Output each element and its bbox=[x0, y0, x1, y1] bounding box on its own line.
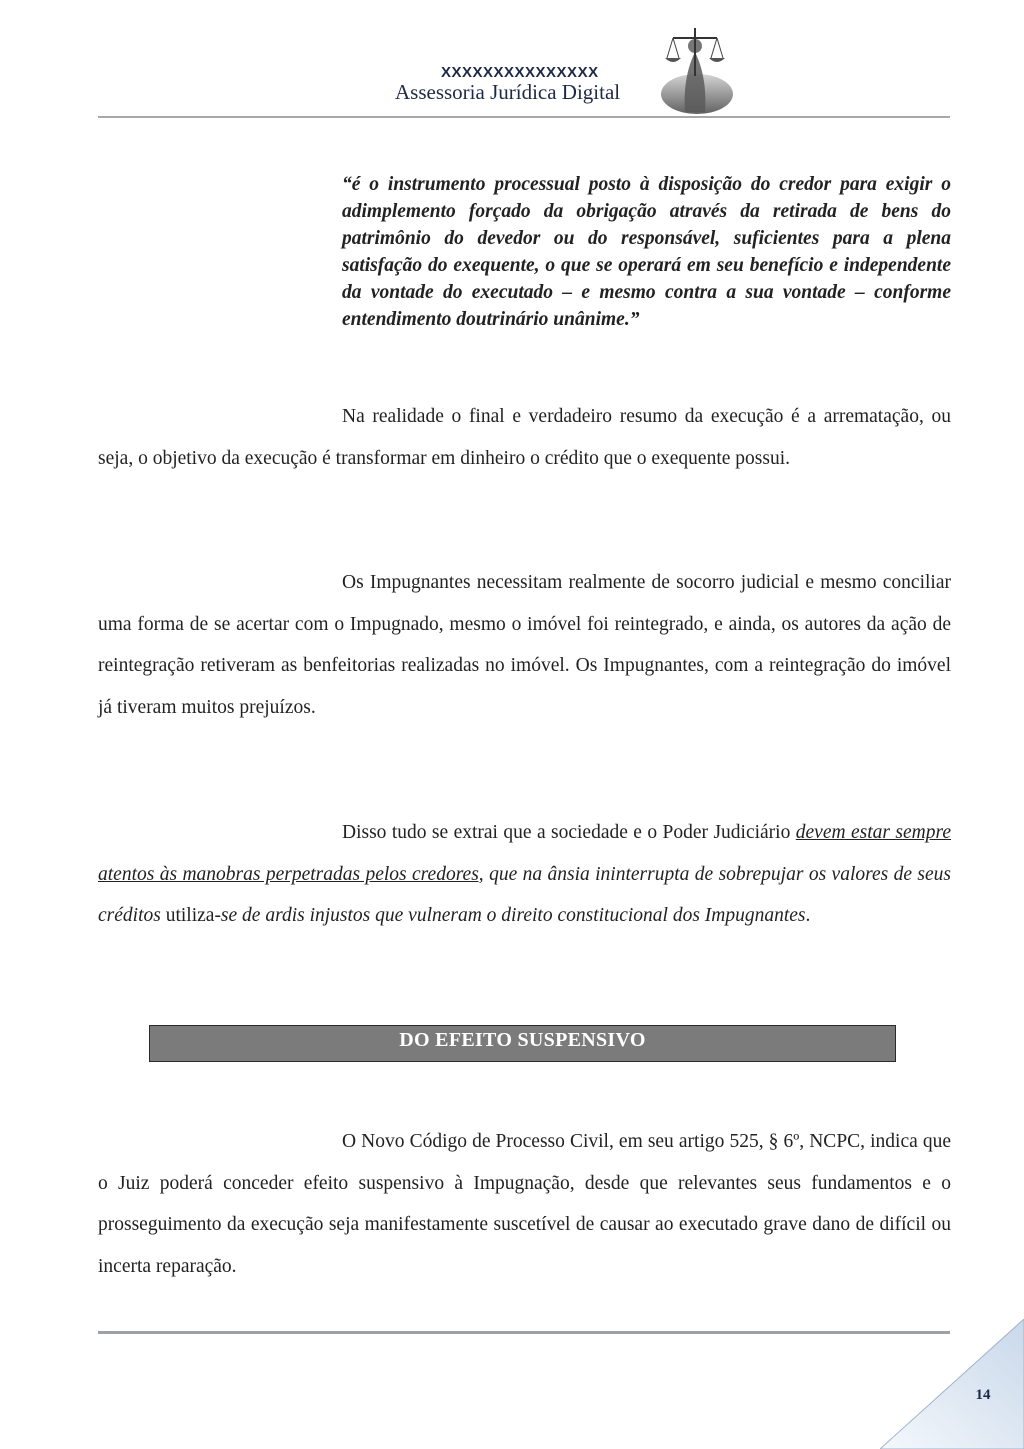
header-subtitle: Assessoria Jurídica Digital bbox=[395, 80, 621, 104]
paragraph-lead: Disso tudo se extrai que a sociedade e o Poder Judiciário bbox=[342, 822, 796, 843]
section-heading-bar bbox=[149, 1025, 896, 1062]
underlined-emphasis: devem estar sempre atentos às manobras perpetradas pelos credores, bbox=[98, 822, 951, 885]
footer-divider bbox=[98, 1331, 950, 1334]
page-corner-decoration bbox=[880, 1319, 1024, 1449]
paragraph-impugnantes: Os Impugnantes necessitam realmente de socorro judicial e mesmo conciliar uma forma de se acertar com o Impugnado, mesmo o imóvel foi reintegrado, e ainda, os autores da ação de reintegração retiveram as benfeitorias realizadas no imóvel. Os Impugnantes, com a reintegração do imóvel já tiveram muitos prejuízos. bbox=[98, 572, 951, 718]
paragraph-judiciario bbox=[98, 812, 951, 937]
header-code: XXXXXXXXXXXXXXX bbox=[441, 64, 599, 81]
block-quote: “é o instrumento processual posto à disposição do credor para exigir o adimplemento forçado da obrigação através da retirada de bens do patrimônio do devedor ou do responsável, suficientes para a plena satisfação do exequente, o que se operará em seu benefício e independente da vontade do executado – e mesmo contra a sua vontade – conforme entendimento doutrinário unânime.” bbox=[342, 174, 951, 330]
page-number: 14 bbox=[975, 1387, 991, 1403]
section-title: DO EFEITO SUSPENSIVO bbox=[399, 1029, 646, 1051]
paragraph-efeito-suspensivo: O Novo Código de Processo Civil, em seu artigo 525, § 6º, NCPC, indica que o Juiz poderá conceder efeito suspensivo à Impugnação, desde que relevantes seus fundamentos e o prosseguimento da execução seja manifestamente suscetível de causar ao executado grave dano de difícil ou incerta reparação. bbox=[98, 1131, 951, 1277]
plain-text: utiliza bbox=[160, 905, 215, 926]
header-divider bbox=[98, 116, 950, 118]
paragraph-arrematacao: Na realidade o final e verdadeiro resumo da execução é a arrematação, ou seja, o objetivo da execução é transformar em dinheiro o crédito que o exequente possui. bbox=[98, 406, 951, 469]
paragraph-end: . bbox=[805, 905, 811, 926]
italic-emphasis: que na ânsia ininterrupta de sobrepujar os valores de seus créditos bbox=[98, 863, 951, 926]
italic-emphasis-2: -se de ardis injustos que vulneram o direito constitucional dos Impugnantes bbox=[214, 905, 806, 926]
scales-of-justice-icon bbox=[655, 24, 735, 114]
